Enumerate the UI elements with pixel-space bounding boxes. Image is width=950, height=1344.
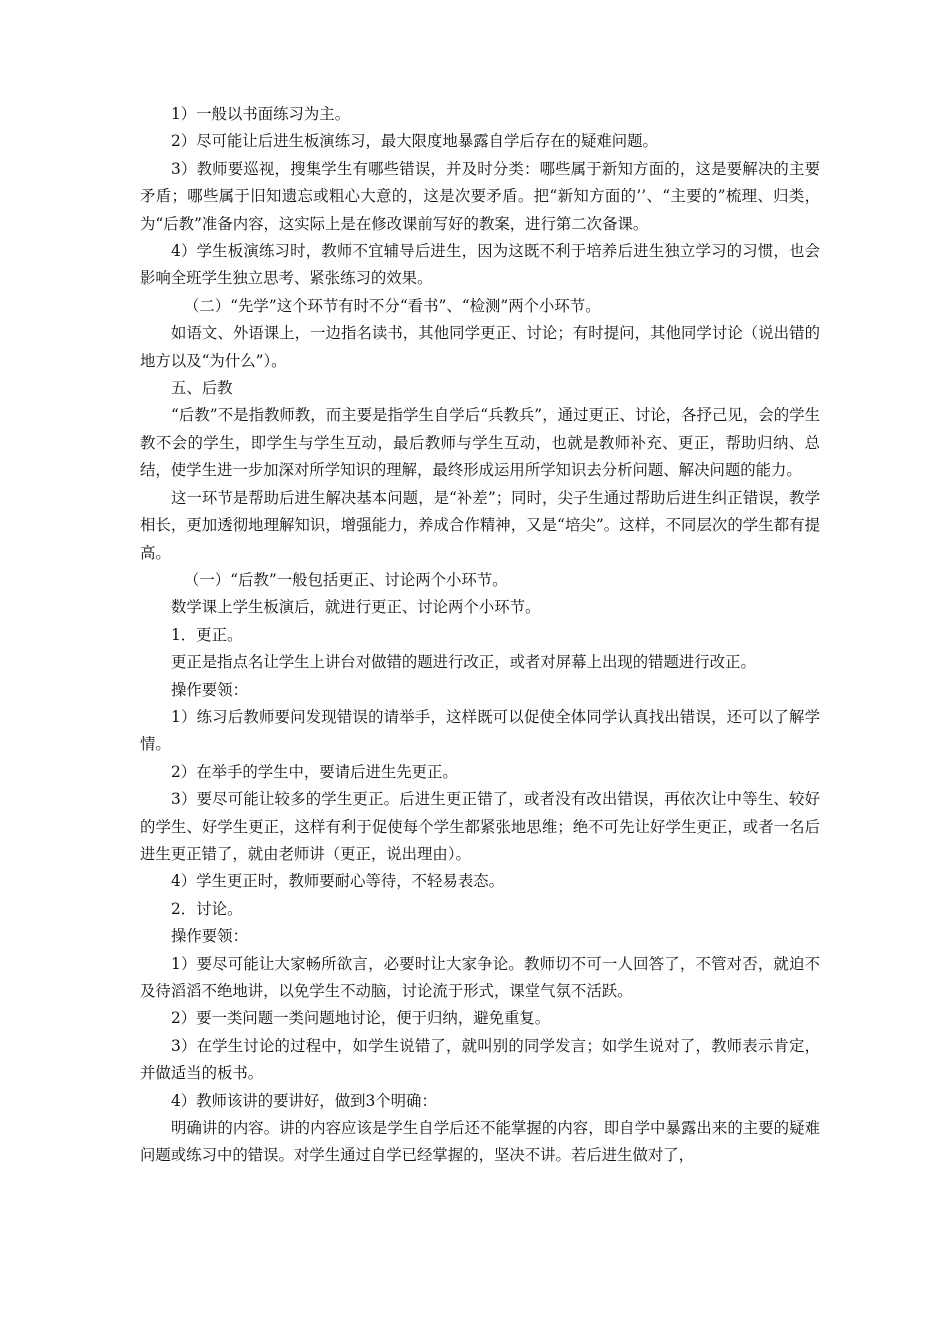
item-heading-taolun: 2．讨论。 [171,899,243,918]
paragraph-15: 1）练习后教师要问发现错误的请举手，这样既可以促使全体同学认真找出错误，还可以了解学情。 [140,707,820,754]
paragraph-21: 1）要尽可能让大家畅所欲言，必要时让大家争论。教师切不可一人回答了，不管对否，就迫不及待滔滔不绝地讲，以免学生不动脑，讨论流于形式，课堂气氛不活跃。 [140,954,820,1000]
operation-points-label-2: 操作要领： [171,927,248,946]
paragraph-22: 2）要一类问题一类问题地讨论，便于归纳，避免重复。 [171,1009,551,1028]
subsection-heading-houjiao-steps: （一）“后教”一般包括更正、讨论两个小环节。 [184,570,508,589]
paragraph-25: 明确讲的内容。讲的内容应该是学生自学后还不能掌握的内容，即自学中暴露出来的主要的疑难问题或练习中的错误。对学生通过自学已经掌握的，坚决不讲。若后进生做对了， [140,1119,820,1165]
paragraph-23: 3）在学生讨论的过程中，如学生说错了，就叫别的同学发言；如学生说对了，教师表示肯定，并做适当的板书。 [140,1036,820,1083]
paragraph-18: 4）学生更正时，教师要耐心等待，不轻易表态。 [171,872,504,891]
section-heading-xianxue: （二）“先学”这个环节有时不分“看书”、“检测”两个小环节。 [184,296,601,315]
paragraph-13: 更正是指点名让学生上讲台对做错的题进行改正，或者对屏幕上出现的错题进行改正。 [171,653,756,672]
item-heading-gengzheng: 1．更正。 [171,625,243,644]
paragraph-16: 2）在举手的学生中，要请后进生先更正。 [171,762,458,781]
paragraph-9: 这一环节是帮助后进生解决基本问题，是“补差”；同时，尖子生通过帮助后进生纠正错误，教学相长，更加透彻地理解知识，增强能力，养成合作精神，又是“培尖”。这样，不同层次的学生都有提高。 [140,488,820,562]
paragraph-24: 4）教师该讲的要讲好，做到3个明确： [171,1091,437,1110]
paragraph-6: 如语文、外语课上，一边指名读书，其他同学更正、讨论；有时提问，其他同学讨论（说出错的地方以及“为什么”）。 [140,324,820,370]
paragraph-1: 1）一般以书面练习为主。 [171,105,351,123]
paragraph-17: 3）要尽可能让较多的学生更正。后进生更正错了，或者没有改出错误，再依次让中等生、较好的学生、好学生更正，这样有利于促使每个学生都紧张地思维；绝不可先让好学生更正，或者一名后进生更正错了，就由老师讲（更正，说出理由）。 [140,790,820,863]
paragraph-2: 2）尽可能让后进生板演练习，最大限度地暴露自学后存在的疑难问题。 [171,132,658,151]
operation-points-label-1: 操作要领： [171,680,248,699]
paragraph-11: 数学课上学生板演后，就进行更正、讨论两个小环节。 [171,598,541,617]
section-heading-houjiao: 五、后教 [171,379,233,398]
document-body [140,101,820,1170]
paragraph-3: 3）教师要巡视，搜集学生有哪些错误，并及时分类：哪些属于新知方面的，这是要解决的主要矛盾；哪些属于旧知遗忘或粗心大意的，这是次要矛盾。把“新知方面的’’、“主要的”梳理、归类，为“后教”准备内容，这实际上是在修改课前写好的教案，进行第二次备课。 [140,159,820,233]
paragraph-4: 4）学生板演练习时，教师不宜辅导后进生，因为这既不利于培养后进生独立学习的习惯，也会影响全班学生独立思考、紧张练习的效果。 [140,242,820,288]
paragraph-8: “后教”不是指教师教，而主要是指学生自学后“兵教兵”，通过更正、讨论，各抒己见，会的学生教不会的学生，即学生与学生互动，最后教师与学生互动，也就是教师补充、更正，帮助归纳、总结，使学生进一步加深对所学知识的理解，最终形成运用所学知识去分析问题、解决问题的能力。 [140,406,820,480]
